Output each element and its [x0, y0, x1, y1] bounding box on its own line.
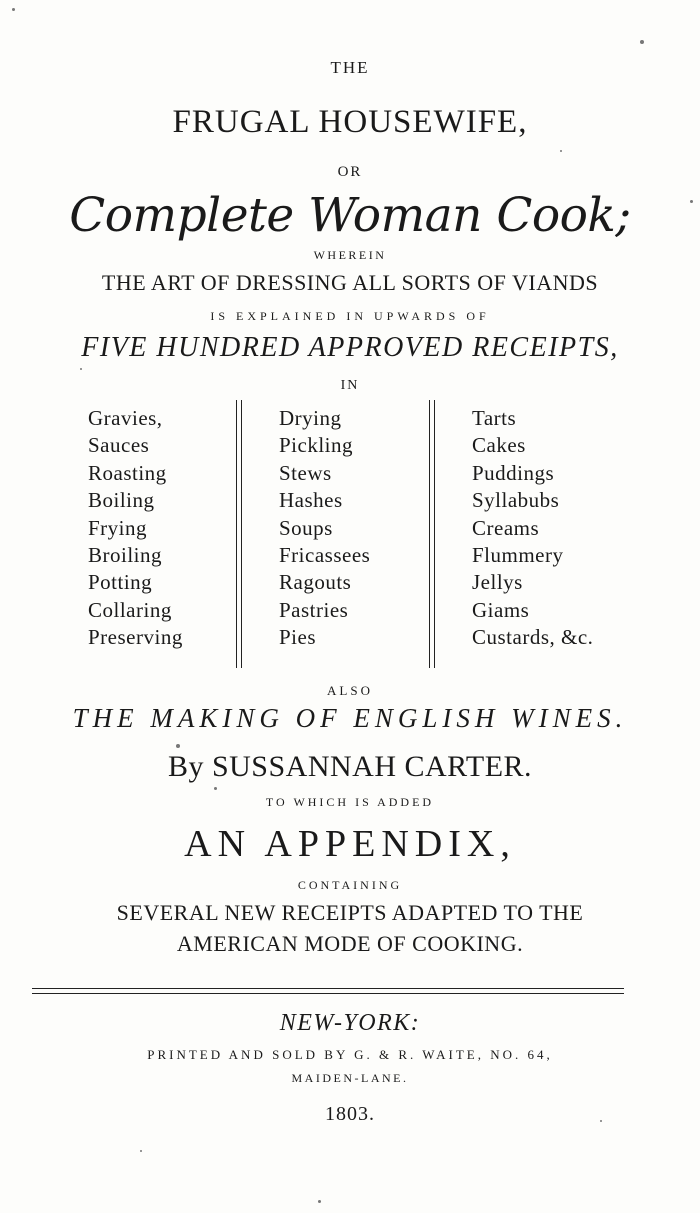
list-item: Pickling — [279, 433, 354, 458]
list-item: Stews — [279, 460, 332, 485]
list-item: Flummery — [472, 543, 564, 568]
list-item: Preserving — [88, 625, 183, 650]
list-item: Drying — [279, 406, 342, 430]
receipts-line: FIVE HUNDRED APPROVED RECEIPTS, — [81, 332, 619, 363]
list-item: Sauces — [88, 433, 150, 458]
also-line: ALSO — [327, 683, 373, 698]
divider-rule — [32, 988, 624, 989]
list-item: Broiling — [88, 543, 163, 568]
paper-speck — [176, 744, 180, 748]
place-line: NEW-YORK: — [279, 1010, 421, 1036]
paper-speck — [560, 150, 562, 152]
recipe-column-3 — [472, 405, 593, 652]
list-item: Boiling — [88, 488, 155, 513]
american-line: AMERICAN MODE OF COOKING. — [176, 931, 524, 956]
year-line: 1803. — [325, 1103, 375, 1125]
list-item: Fricassees — [279, 543, 371, 568]
list-item: Custards, &c. — [472, 625, 594, 650]
explained-line: IS EXPLAINED IN UPWARDS OF — [210, 309, 490, 323]
containing-line: CONTAINING — [297, 878, 403, 892]
list-item: Cakes — [472, 433, 526, 458]
list-item: Frying — [88, 515, 148, 540]
list-item: Roasting — [88, 460, 167, 485]
paper-speck — [318, 1200, 321, 1203]
subtitle: Complete Woman Cook; — [69, 188, 631, 243]
wherein-line: WHEREIN — [313, 248, 387, 262]
list-item: Pies — [279, 625, 317, 650]
wines-line: THE MAKING OF ENGLISH WINES. — [72, 703, 628, 733]
column-divider — [434, 400, 435, 668]
list-item: Creams — [472, 515, 540, 540]
list-item: Pastries — [279, 597, 349, 622]
several-line: SEVERAL NEW RECEIPTS ADAPTED TO THE — [116, 900, 584, 925]
author-line: By SUSSANNAH CARTER. — [167, 750, 533, 783]
list-item: Puddings — [472, 460, 555, 485]
list-item: Soups — [279, 515, 333, 540]
divider-rule — [32, 993, 624, 994]
paper-speck — [690, 200, 693, 203]
appendix-heading: AN APPENDIX, — [184, 823, 516, 865]
list-item: Collaring — [88, 597, 172, 622]
address-line: MAIDEN-LANE. — [291, 1071, 409, 1085]
printer-line: PRINTED AND SOLD BY G. & R. WAITE, NO. 64, — [147, 1047, 553, 1062]
title-or: OR — [337, 164, 363, 180]
paper-speck — [140, 1150, 142, 1152]
paper-speck — [640, 40, 644, 44]
in-line: IN — [340, 378, 360, 393]
list-item: Potting — [88, 570, 153, 595]
list-item: Tarts — [472, 406, 517, 430]
list-item: Gravies, — [88, 406, 163, 430]
list-item: Giams — [472, 597, 530, 622]
art-line: THE ART OF DRESSING ALL SORTS OF VIANDS — [101, 270, 599, 295]
recipe-column-2 — [279, 405, 370, 652]
column-divider — [236, 400, 237, 668]
list-item: Syllabubs — [472, 488, 560, 513]
list-item: Hashes — [279, 488, 343, 513]
title-the: THE — [330, 58, 370, 77]
list-item: Ragouts — [279, 570, 352, 595]
main-title: FRUGAL HOUSEWIFE, — [172, 104, 528, 140]
paper-speck — [80, 368, 82, 370]
paper-speck — [214, 787, 217, 790]
paper-speck — [600, 1120, 602, 1122]
column-divider — [429, 400, 430, 668]
column-divider — [241, 400, 242, 668]
to-which-line: TO WHICH IS ADDED — [265, 795, 435, 809]
recipe-column-1 — [88, 405, 183, 652]
list-item: Jellys — [472, 570, 523, 595]
paper-speck — [12, 8, 15, 11]
